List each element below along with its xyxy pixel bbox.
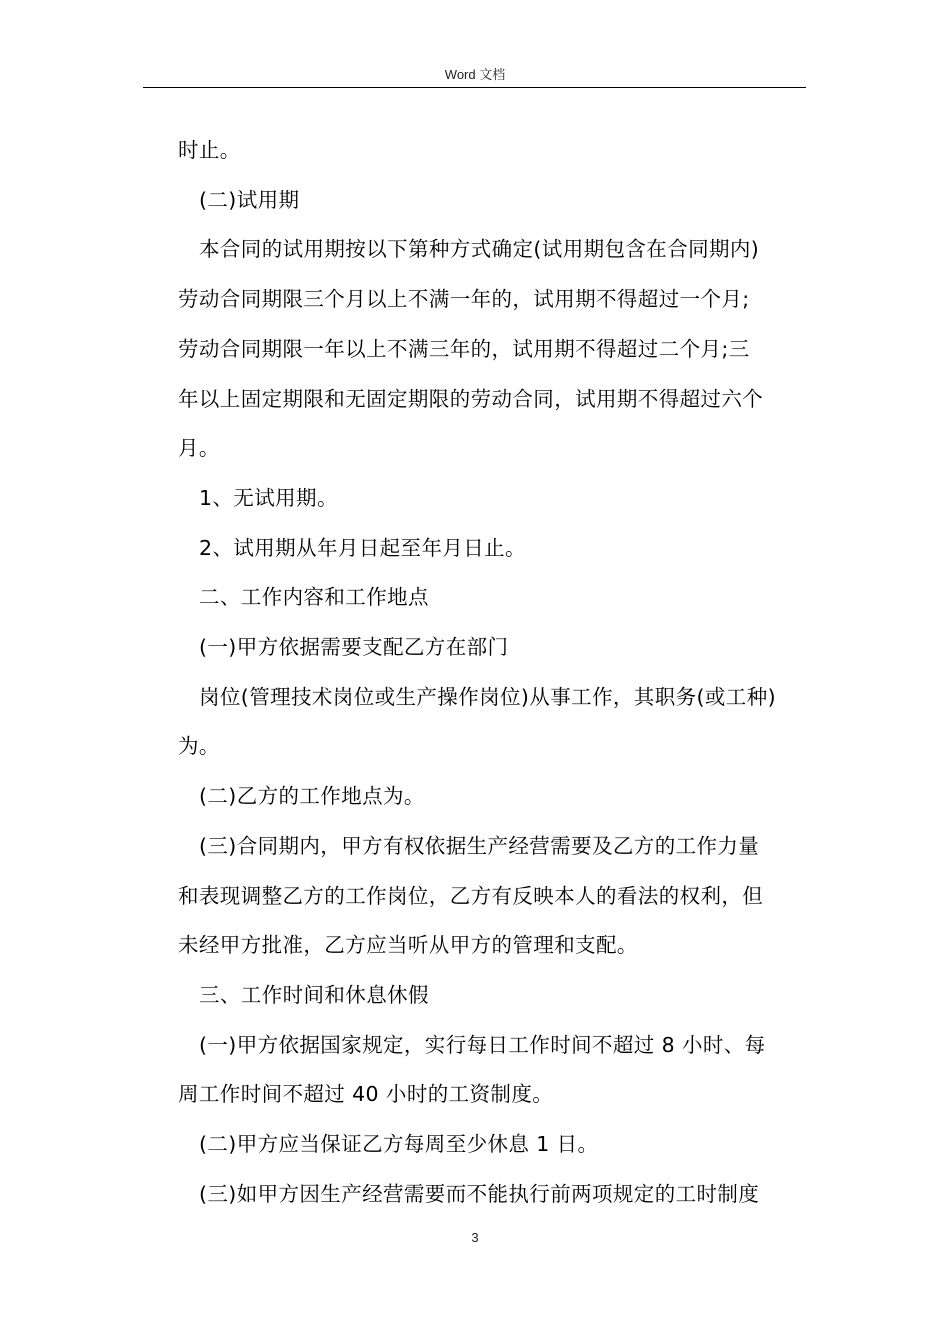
section-heading-working-hours: 三、工作时间和休息休假 xyxy=(199,982,429,1007)
paragraph-line: 为。 xyxy=(178,734,220,759)
paragraph-line: (一)甲方依据国家规定，实行每日工作时间不超过 8 小时、每 xyxy=(199,1032,766,1057)
paragraph-line: 和表现调整乙方的工作岗位，乙方有反映本人的看法的权利，但 xyxy=(178,883,764,908)
paragraph-line: (二)甲方应当保证乙方每周至少休息 1 日。 xyxy=(199,1132,599,1157)
paragraph-line: 周工作时间不超过 40 小时的工资制度。 xyxy=(178,1082,554,1107)
list-item: 1、无试用期。 xyxy=(199,485,338,510)
paragraph-line: (一)甲方依据需要支配乙方在部门 xyxy=(199,635,509,660)
paragraph-line: (二)乙方的工作地点为。 xyxy=(199,784,425,809)
paragraph-line: 劳动合同期限三个月以上不满一年的，试用期不得超过一个月; xyxy=(178,287,750,312)
paragraph-line: 年以上固定期限和无固定期限的劳动合同，试用期不得超过六个 xyxy=(178,386,764,411)
paragraph-line: (三)如甲方因生产经营需要而不能执行前两项规定的工时制度 xyxy=(199,1181,760,1206)
page-header-title: Word 文档 xyxy=(444,67,506,82)
paragraph-line: 未经甲方批准，乙方应当听从甲方的管理和支配。 xyxy=(178,933,638,958)
paragraph-line: (三)合同期内，甲方有权依据生产经营需要及乙方的工作力量 xyxy=(199,833,760,858)
paragraph-line: 本合同的试用期按以下第种方式确定(试用期包含在合同期内) xyxy=(199,237,760,262)
paragraph-line: 时止。 xyxy=(178,138,241,162)
paragraph-line: 岗位(管理技术岗位或生产操作岗位)从事工作，其职务(或工种) xyxy=(199,684,776,709)
paragraph-line: 月。 xyxy=(178,436,220,461)
section-heading-work-content: 二、工作内容和工作地点 xyxy=(199,585,429,610)
header-divider xyxy=(143,87,806,88)
document-body xyxy=(178,126,808,1219)
list-item: 2、试用期从年月日起至年月日止。 xyxy=(199,535,526,560)
page-number: 3 xyxy=(471,1230,479,1245)
section-heading-probation: (二)试用期 xyxy=(199,187,300,212)
paragraph-line: 劳动合同期限一年以上不满三年的，试用期不得超过二个月;三 xyxy=(178,336,750,361)
